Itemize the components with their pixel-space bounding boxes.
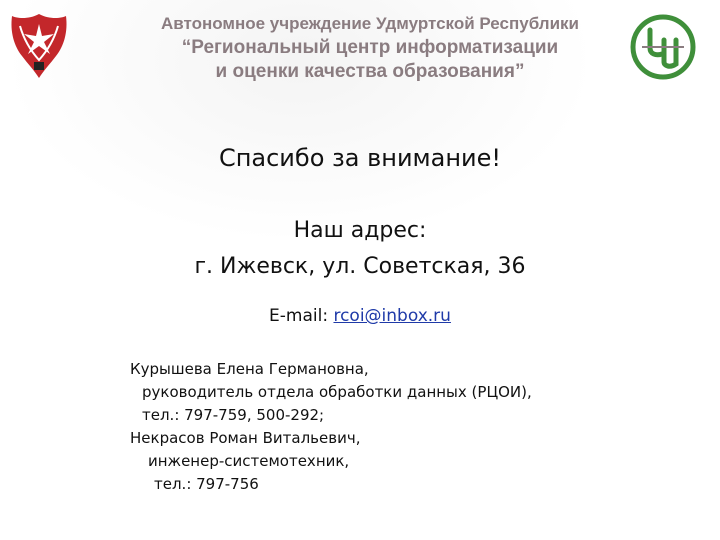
contact-position: руководитель отдела обработки данных (РЦОИ), [142,383,532,401]
address-value: г. Ижевск, ул. Советская, 36 [194,254,526,279]
email-label: E-mail: [269,306,329,326]
slide-header [0,0,720,100]
rcoi-logo-icon [628,12,698,82]
contact-phone: тел.: 797-759, 500-292; [142,406,325,424]
contact-phone: тел.: 797-756 [154,475,259,493]
contact-position: инженер-системотехник, [148,452,350,470]
contact-name: Некрасов Роман Витальевич, [130,429,361,447]
contact-list [130,358,650,496]
address-label: Наш адрес: [293,218,427,243]
organization-name-line-2: “Региональный центр информатизации [181,37,559,58]
contact-name: Курышева Елена Германовна, [130,360,369,378]
email-link[interactable]: rcoi@inbox.ru [333,306,451,326]
organization-name-line-1: Автономное учреждение Удмуртской Республики [160,14,579,33]
email-line [0,306,720,326]
udmurt-republic-emblem-icon [8,10,70,82]
organization-name [120,12,620,84]
thanks-heading: Спасибо за внимание! [218,144,502,172]
organization-name-line-3: и оценки качества образования” [215,61,525,82]
